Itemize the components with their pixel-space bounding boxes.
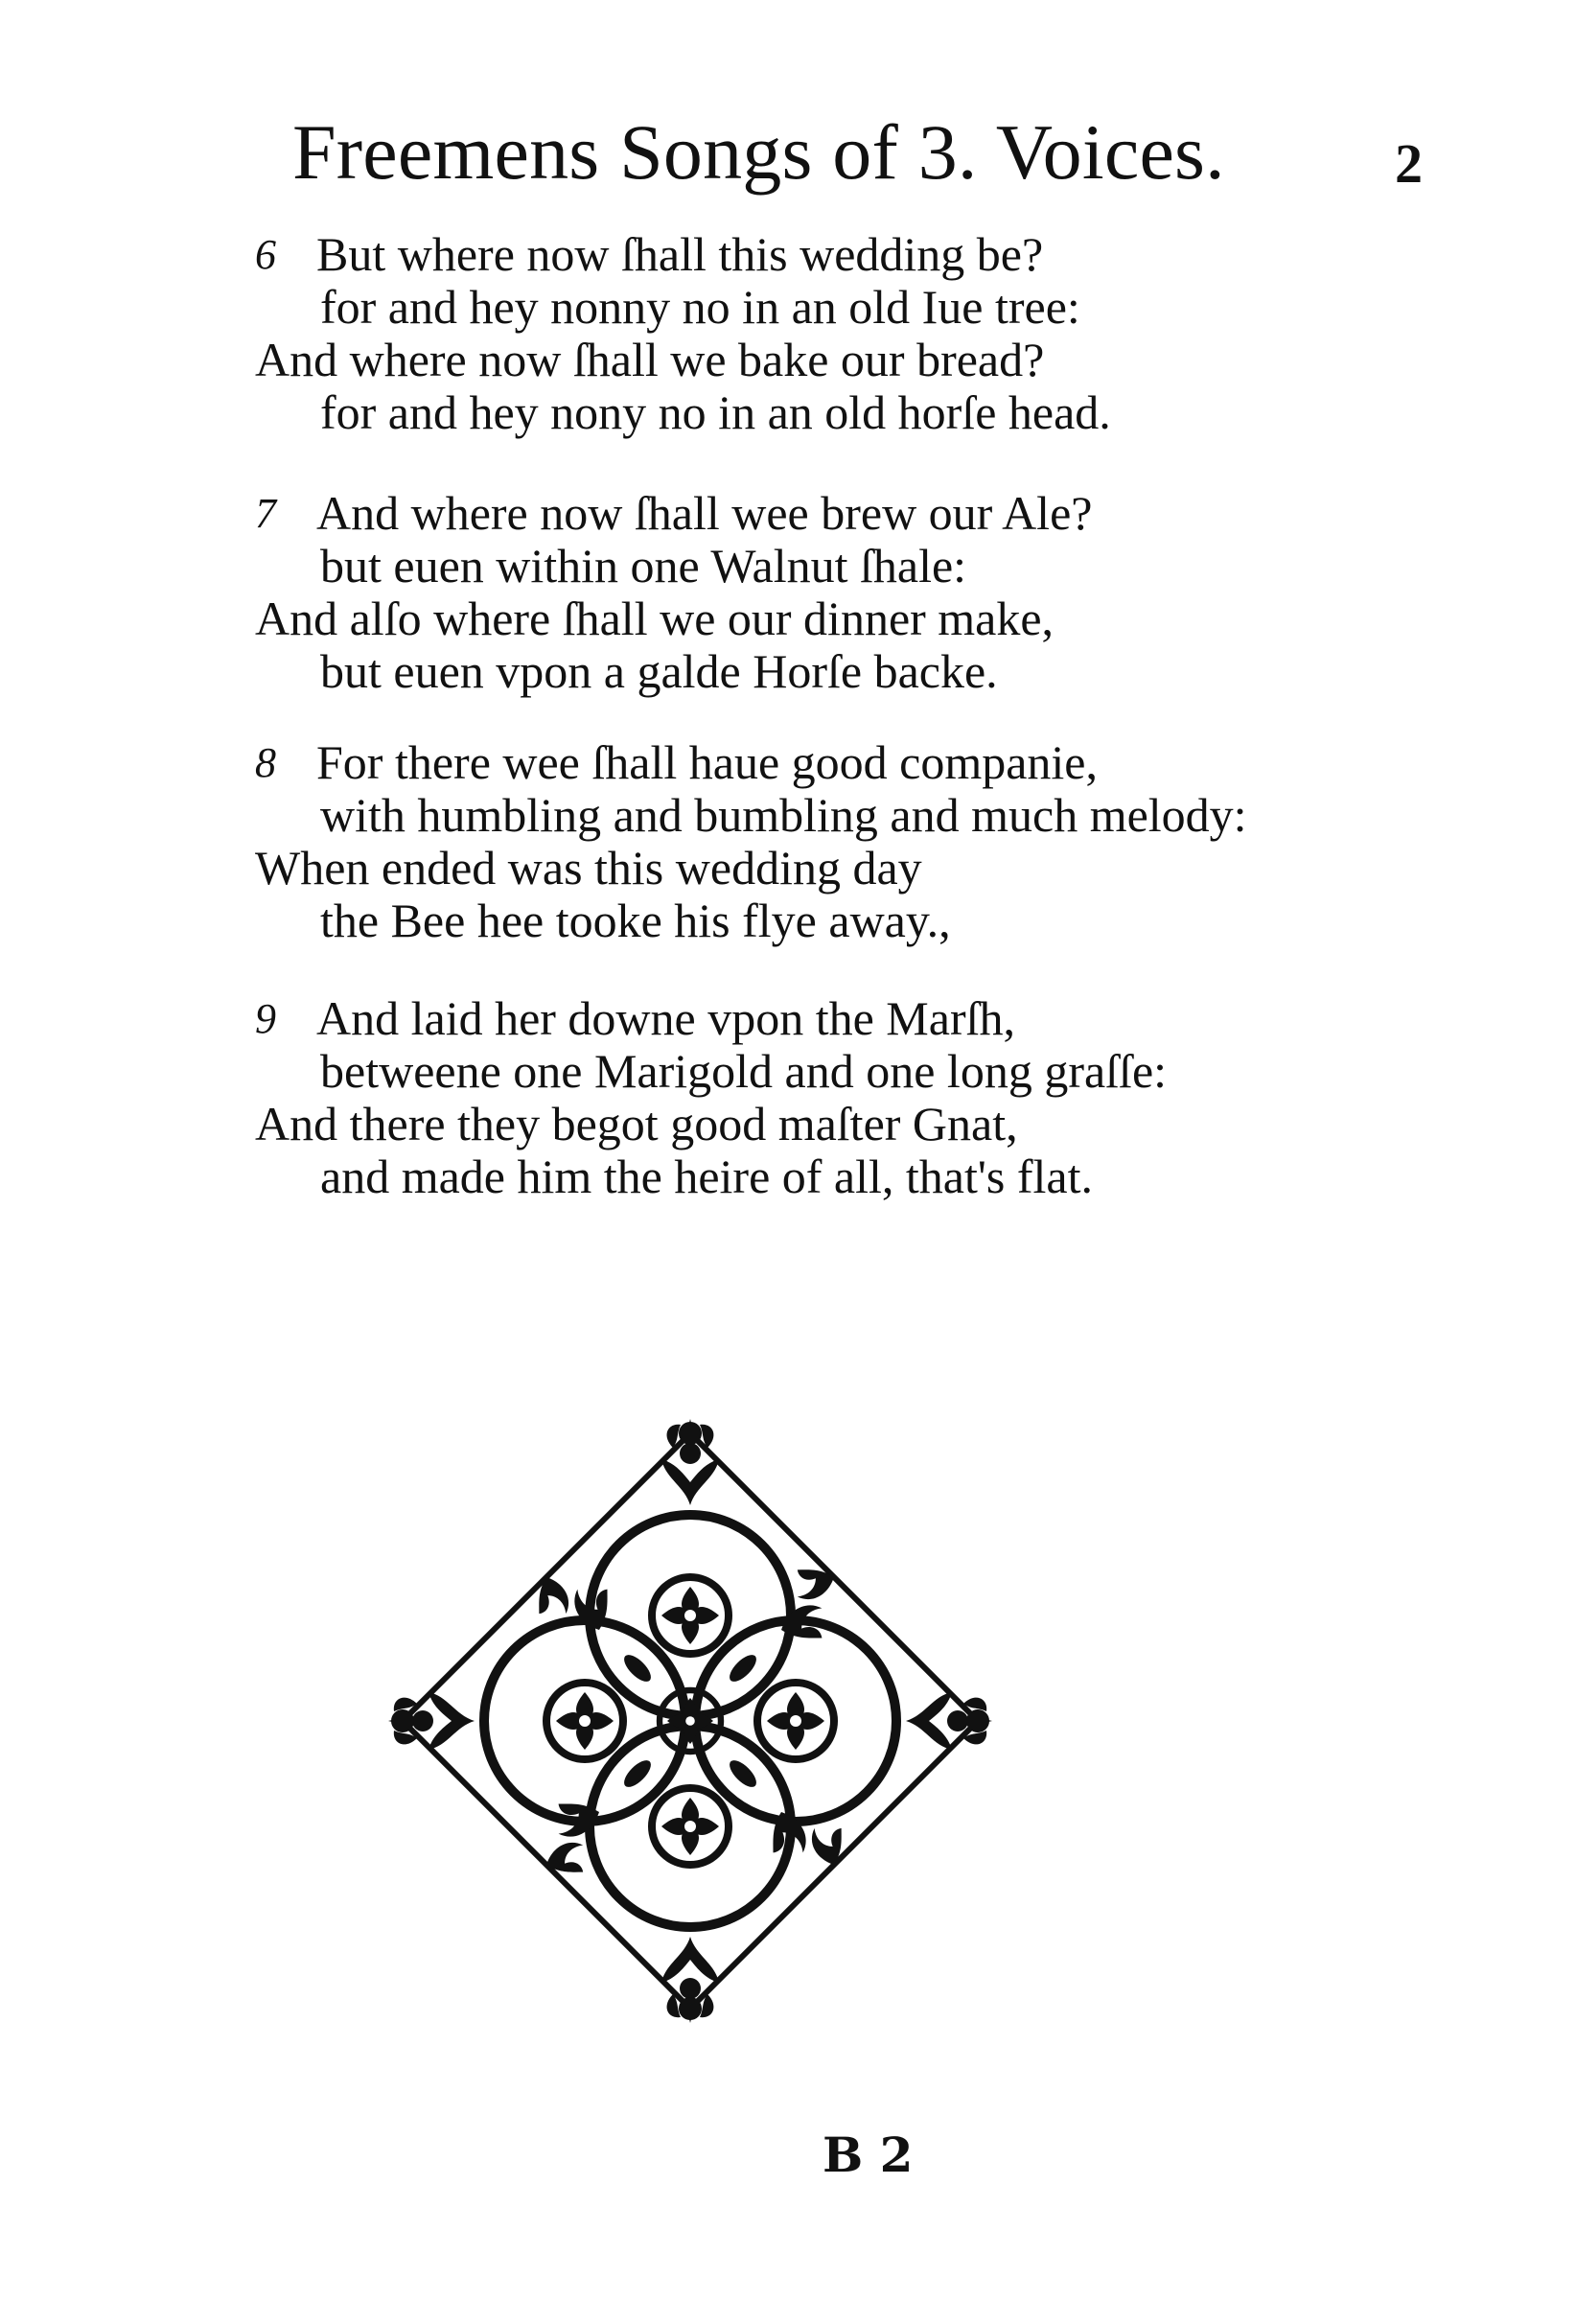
- stanza-number: 8: [255, 739, 276, 786]
- stanza-8: [255, 736, 1405, 947]
- signature-mark: B 2: [823, 2126, 914, 2183]
- stanza-number: 9: [255, 995, 276, 1042]
- verse-line-text: And where now ſhall wee brew our Ale?: [316, 486, 1093, 540]
- verse-line: the Bee hee tooke his flye away.,: [320, 894, 951, 947]
- stanza-7: [255, 487, 1405, 698]
- verse-line: And where now ſhall we bake our bread?: [255, 333, 1045, 386]
- stanza-line: [255, 487, 1405, 540]
- floral-diamond-ornament-icon: [364, 1395, 1016, 2047]
- verse-line: but euen within one Walnut ſhale:: [320, 539, 967, 593]
- verse-line-text: And laid her downe vpon the Marſh,: [316, 991, 1016, 1045]
- stanza-9: [255, 992, 1405, 1203]
- stanza-line: [255, 228, 1405, 281]
- verse-line: And there they begot good maſter Gnat,: [255, 1097, 1018, 1150]
- verse-line: When ended was this wedding day: [255, 841, 922, 895]
- verse-line-text: But where now ſhall this wedding be?: [316, 227, 1044, 281]
- verse-line: with humbling and bumbling and much melody:: [320, 788, 1247, 842]
- verse-line: for and hey nony no in an old horſe head.: [320, 385, 1111, 439]
- verse-line: betweene one Marigold and one long graſſe:: [320, 1044, 1168, 1098]
- stanza-line: [255, 736, 1405, 789]
- verse-line: and made him the heire of all, that's flat.: [320, 1150, 1093, 1203]
- verse-line-text: For there wee ſhall haue good companie,: [316, 735, 1098, 789]
- stanza-line: [255, 992, 1405, 1045]
- running-head: Freemens Songs of 3. Voices.: [292, 108, 1225, 196]
- stanza-number: 6: [255, 231, 276, 278]
- stanza-number: 7: [255, 490, 276, 537]
- verse-line: And alſo where ſhall we our dinner make,: [255, 592, 1055, 645]
- stanza-6: [255, 228, 1405, 439]
- verse-line: for and hey nonny no in an old Iue tree:: [320, 280, 1080, 334]
- verse-line: but euen vpon a galde Horſe backe.: [320, 644, 998, 698]
- page-number: 2: [1395, 132, 1423, 195]
